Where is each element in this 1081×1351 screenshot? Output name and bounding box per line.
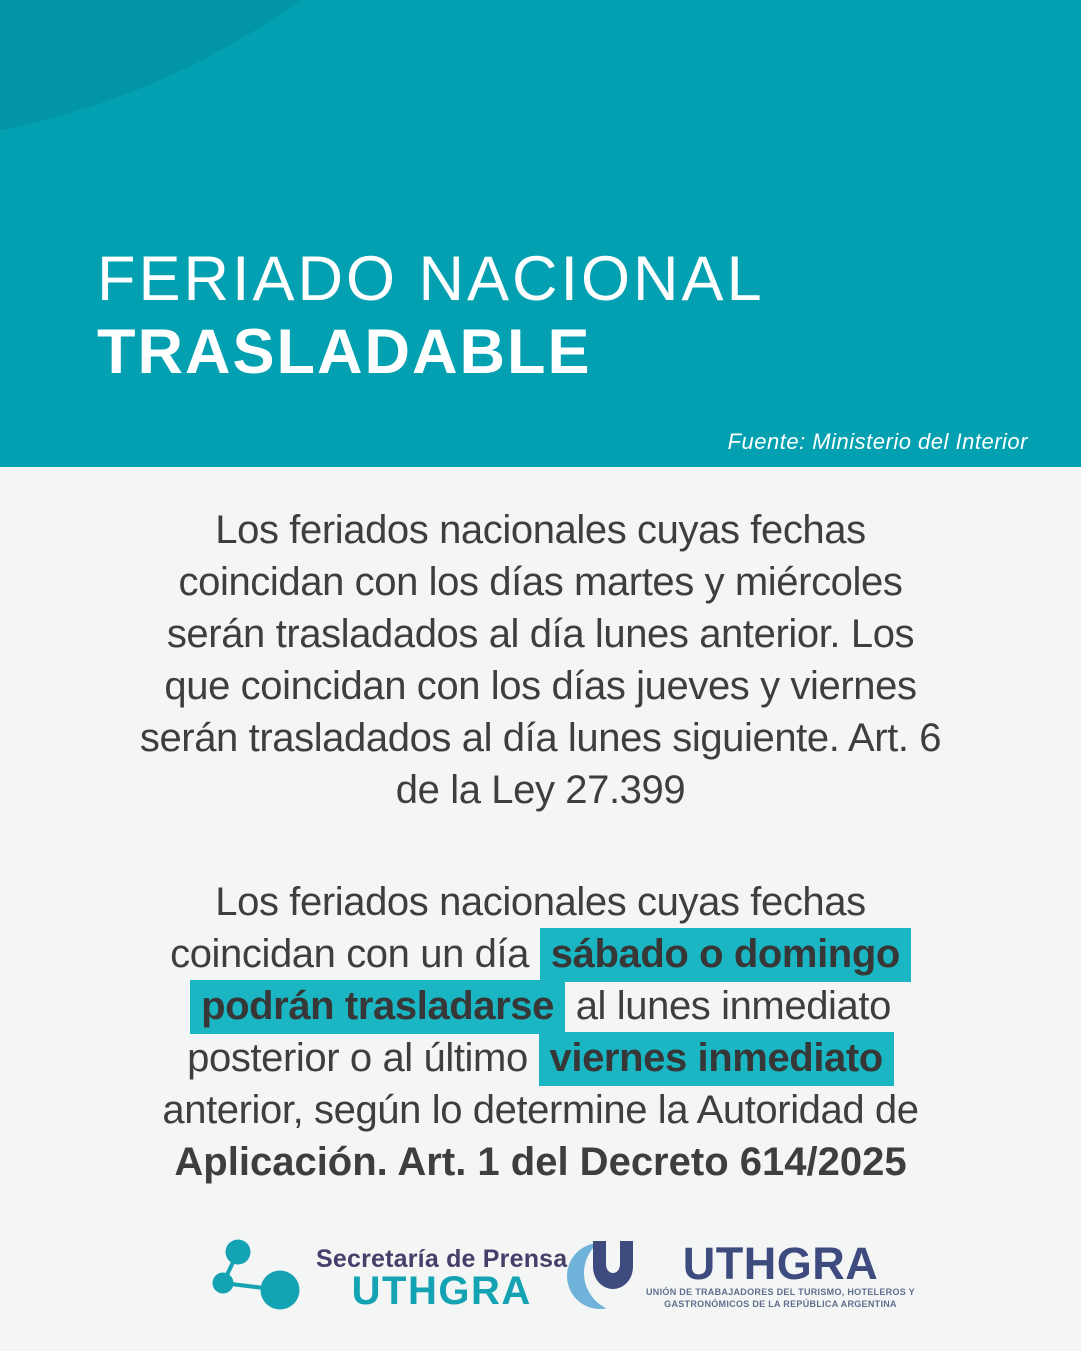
- press-office-text: [316, 1245, 568, 1313]
- text-line: [0, 1084, 1081, 1136]
- text-segment: serán trasladados al día lunes anterior. Los: [166, 612, 915, 656]
- molecule-icon: [206, 1239, 306, 1315]
- text-line: [0, 712, 1081, 764]
- text-segment: que coincidan con los días jueves y viernes: [164, 664, 917, 708]
- union-text: [646, 1238, 915, 1310]
- text-line: [0, 608, 1081, 660]
- union-tagline-line2: GASTRONÓMICOS DE LA REPÚBLICA ARGENTINA: [664, 1299, 897, 1309]
- text-segment: coincidan con los días martes y miércoles: [178, 560, 903, 604]
- title-line-1: FERIADO NACIONAL: [97, 244, 765, 314]
- union-logo: [566, 1238, 915, 1312]
- text-segment: posterior o al último: [187, 1036, 539, 1080]
- text-line: [0, 1136, 1081, 1188]
- text-segment: Los feriados nacionales cuyas fechas: [215, 880, 866, 924]
- text-line: [0, 928, 1081, 980]
- page-title: [97, 243, 765, 389]
- text-line: [0, 764, 1081, 816]
- text-line: [0, 504, 1081, 556]
- text-line: [0, 660, 1081, 712]
- text-segment: Los feriados nacionales cuyas fechas: [215, 508, 866, 552]
- text-segment: serán trasladados al día lunes siguiente. Art. 6: [139, 716, 942, 760]
- header-banner: [0, 0, 1081, 467]
- highlighted-text: podrán trasladarse: [190, 980, 565, 1034]
- paragraph-decreto-614-2025: [0, 876, 1081, 1188]
- text-segment: coincidan con un día: [170, 932, 540, 976]
- text-line: [0, 556, 1081, 608]
- text-line: [0, 876, 1081, 928]
- text-segment: anterior, según lo determine la Autoridad de: [162, 1088, 919, 1132]
- decorative-circle: [0, 0, 622, 145]
- source-credit: Fuente: Ministerio del Interior: [727, 429, 1028, 454]
- text-segment: al lunes inmediato: [565, 984, 891, 1028]
- uthgra-u-crescent-icon: [566, 1238, 640, 1312]
- text-line: [0, 980, 1081, 1032]
- union-tagline-line1: UNIÓN DE TRABAJADORES DEL TURISMO, HOTELEROS Y: [646, 1287, 915, 1297]
- union-name: UTHGRA: [682, 1238, 879, 1289]
- text-line: [0, 1032, 1081, 1084]
- text-segment: Aplicación. Art. 1 del Decreto 614/2025: [174, 1140, 907, 1184]
- highlighted-text: sábado o domingo: [540, 928, 911, 982]
- press-office-logo: [206, 1239, 567, 1315]
- highlighted-text: viernes inmediato: [539, 1032, 894, 1086]
- title-line-2: TRASLADABLE: [97, 317, 592, 387]
- press-office-uthgra-label: UTHGRA: [351, 1269, 532, 1313]
- press-office-name: Secretaría de Prensa: [316, 1245, 568, 1273]
- text-segment: de la Ley 27.399: [395, 768, 686, 812]
- paragraph-ley-27399: [0, 504, 1081, 816]
